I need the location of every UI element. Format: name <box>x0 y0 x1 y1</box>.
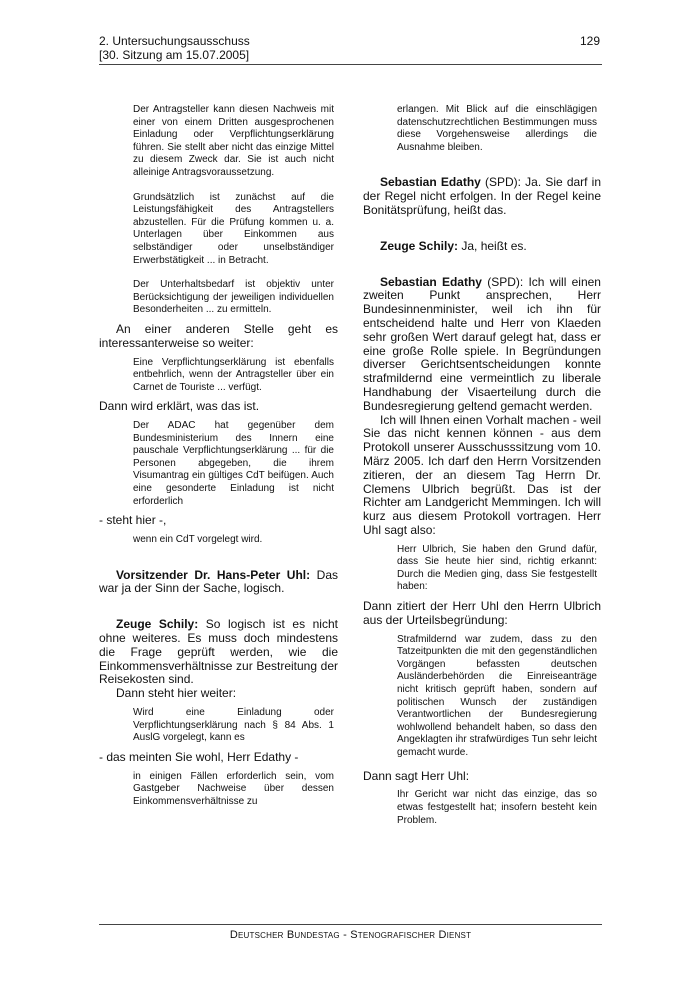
session-info: [30. Sitzung am 15.07.2005] <box>99 48 250 62</box>
page-number: 129 <box>579 34 600 48</box>
paragraph: Dann wird erklärt, was das ist. <box>99 399 260 414</box>
header-divider <box>99 64 602 65</box>
quote-block: Herr Ulbrich, Sie haben den Grund dafür, dass Sie heute hier sind, richtig erkannt: Durch die Medien ging, dass Sie festgestellt haben: <box>397 543 597 593</box>
paragraph: Dann steht hier weiter: <box>116 686 237 701</box>
paragraph: - das meinten Sie wohl, Herr Edathy - <box>99 749 299 764</box>
quote-block: Der ADAC hat gegenüber dem Bundesministerium des Innern eine pauschale Verpflichtungserklärung ... für die Personen abgegeben, die ihrem Visumantrag ein gültiges CdT beifügen. Auch eine gesonderte Einladung ist nicht erforderlich <box>133 420 334 507</box>
page-header <box>99 34 600 62</box>
speech-text: Ich will einen zweiten Punkt ansprechen, Herr Bundesinnenminister, weil ich ihn für entscheidend halte und Herr von Klaeden sehr großen Wert darauf gelegt hat, dass er eine große Rolle spiele. In Begründungen diverser Gerichtsentscheidungen konnte strafmildernd eine vermeintlich zu liberale Handhabung der Visaerteilung durch die Bundesregierung geltend gemacht werden. <box>363 274 601 413</box>
committee-title: 2. Untersuchungsausschuss <box>99 34 250 48</box>
paragraph: - steht hier -, <box>99 513 167 528</box>
speaker-name: Sebastian Edathy <box>380 175 481 190</box>
speech-paragraph <box>363 240 601 254</box>
paragraph: Ich will Ihnen einen Vorhalt machen - weil Sie das nicht kennen können - aus dem Protokoll unserer Ausschusssitzung vom 10. März 2005. Ich darf den Herrn Vorsitzenden zitieren, der an diesem Tag Herrn Dr. Clemens Ulbrich begrüßt. Das ist der Richter am Landgericht Memmingen. Ich will kurz aus diesem Protokoll vortragen. Herr Uhl sagt also: <box>363 412 601 537</box>
quote-block: Eine Verpflichtungserklärung ist ebenfalls entbehrlich, wenn der Antragsteller über ein Carnet de Touriste ... verfügt. <box>133 356 334 393</box>
page-footer: Deutscher Bundestag - Stenografischer Dienst <box>229 929 472 941</box>
quote-block: erlangen. Mit Blick auf die einschlägigen datenschutzrechtlichen Bestimmungen muss diese Vorgehensweise allerdings die Ausnahme bleiben. <box>397 104 597 153</box>
speaker-name: Sebastian Edathy <box>380 274 482 289</box>
quote-block: Wird eine Einladung oder Verpflichtungserklärung nach § 84 Abs. 1 AuslG vorgelegt, kann es <box>133 707 334 744</box>
speaker-party: (SPD): <box>480 175 522 190</box>
paragraph: Dann zitiert der Herr Uhl den Herrn Ulbrich aus der Urteilsbegründung: <box>363 599 601 627</box>
speaker-name: Zeuge Schily: <box>380 238 459 253</box>
speech-text: Das war ja der Sinn der Sache, logisch. <box>99 567 338 596</box>
speaker-party: (SPD): <box>481 274 524 289</box>
quote-block: Grundsätzlich ist zunächst auf die Leistungsfähigkeit des Antragstellers abzustellen. Für die Prüfung kommen u. a. Unterlagen über Einkommen aus selbständiger oder unselbständiger Erwerbstätigkeit ... in Betracht. <box>133 191 334 266</box>
quote-block: wenn ein CdT vorgelegt wird. <box>133 534 263 546</box>
quote-block: Strafmildernd war zudem, dass zu den Tatzeitpunkten die mit den gegenständlichen Vorgängen befassten deutschen Ausländerbehörden die Einreiseanträge nicht kritisch geprüft haben, sondern auf politischen Wunsch der zuständigen Verantwortlichen der Bundesregierung wohlwollend behandelt haben, so dass den Angeklagten ihr strafwürdiges Tun sehr leicht gemacht wurde. <box>397 633 597 759</box>
speech-paragraph <box>363 176 601 217</box>
paragraph: Dann sagt Herr Uhl: <box>363 768 470 783</box>
speech-text: So logisch ist es nicht ohne weiteres. Es muss doch mindestens die Frage geprüft werden, wie die Einkommensverhältnisse zur Bestreitung der Reisekosten sind. <box>99 617 338 687</box>
speech-text: Ja, heißt es. <box>458 238 527 253</box>
quote-block: in einigen Fällen erforderlich sein, vom Gastgeber Nachweise über dessen Einkommensverhältnisse zu <box>133 770 334 807</box>
speaker-name: Vorsitzender Dr. Hans-Peter Uhl: <box>116 567 311 582</box>
quote-block: Ihr Gericht war nicht das einzige, das so etwas festgestellt hat; insofern besteht kein Problem. <box>397 789 597 826</box>
speech-paragraph <box>99 569 338 597</box>
left-column <box>99 104 338 808</box>
paragraph: An einer anderen Stelle geht es interessanterweise so weiter: <box>99 321 338 350</box>
footer-divider <box>99 924 602 925</box>
speaker-name: Zeuge Schily: <box>116 617 199 632</box>
right-column <box>363 104 601 827</box>
speech-paragraph <box>99 618 338 687</box>
speech-paragraph <box>363 276 601 414</box>
quote-block: Der Antragsteller kann diesen Nachweis mit einer von einem Dritten ausgesprochenen Einladung oder Verpflichtungserklärung führen. Sie stellt aber nicht das einzige Mittel zu diesem Zweck dar. Sie ist auch nicht alleinige Antragsvoraussetzung. <box>133 104 334 178</box>
speech-text: Ja. Sie darf in der Regel nicht erfolgen. In der Regel keine Bonitätsprüfung, heißt das. <box>363 175 601 217</box>
quote-block: Der Unterhaltsbedarf ist objektiv unter Berücksichtigung der jeweiligen individuellen Besonderheiten ... zu ermitteln. <box>133 279 334 316</box>
